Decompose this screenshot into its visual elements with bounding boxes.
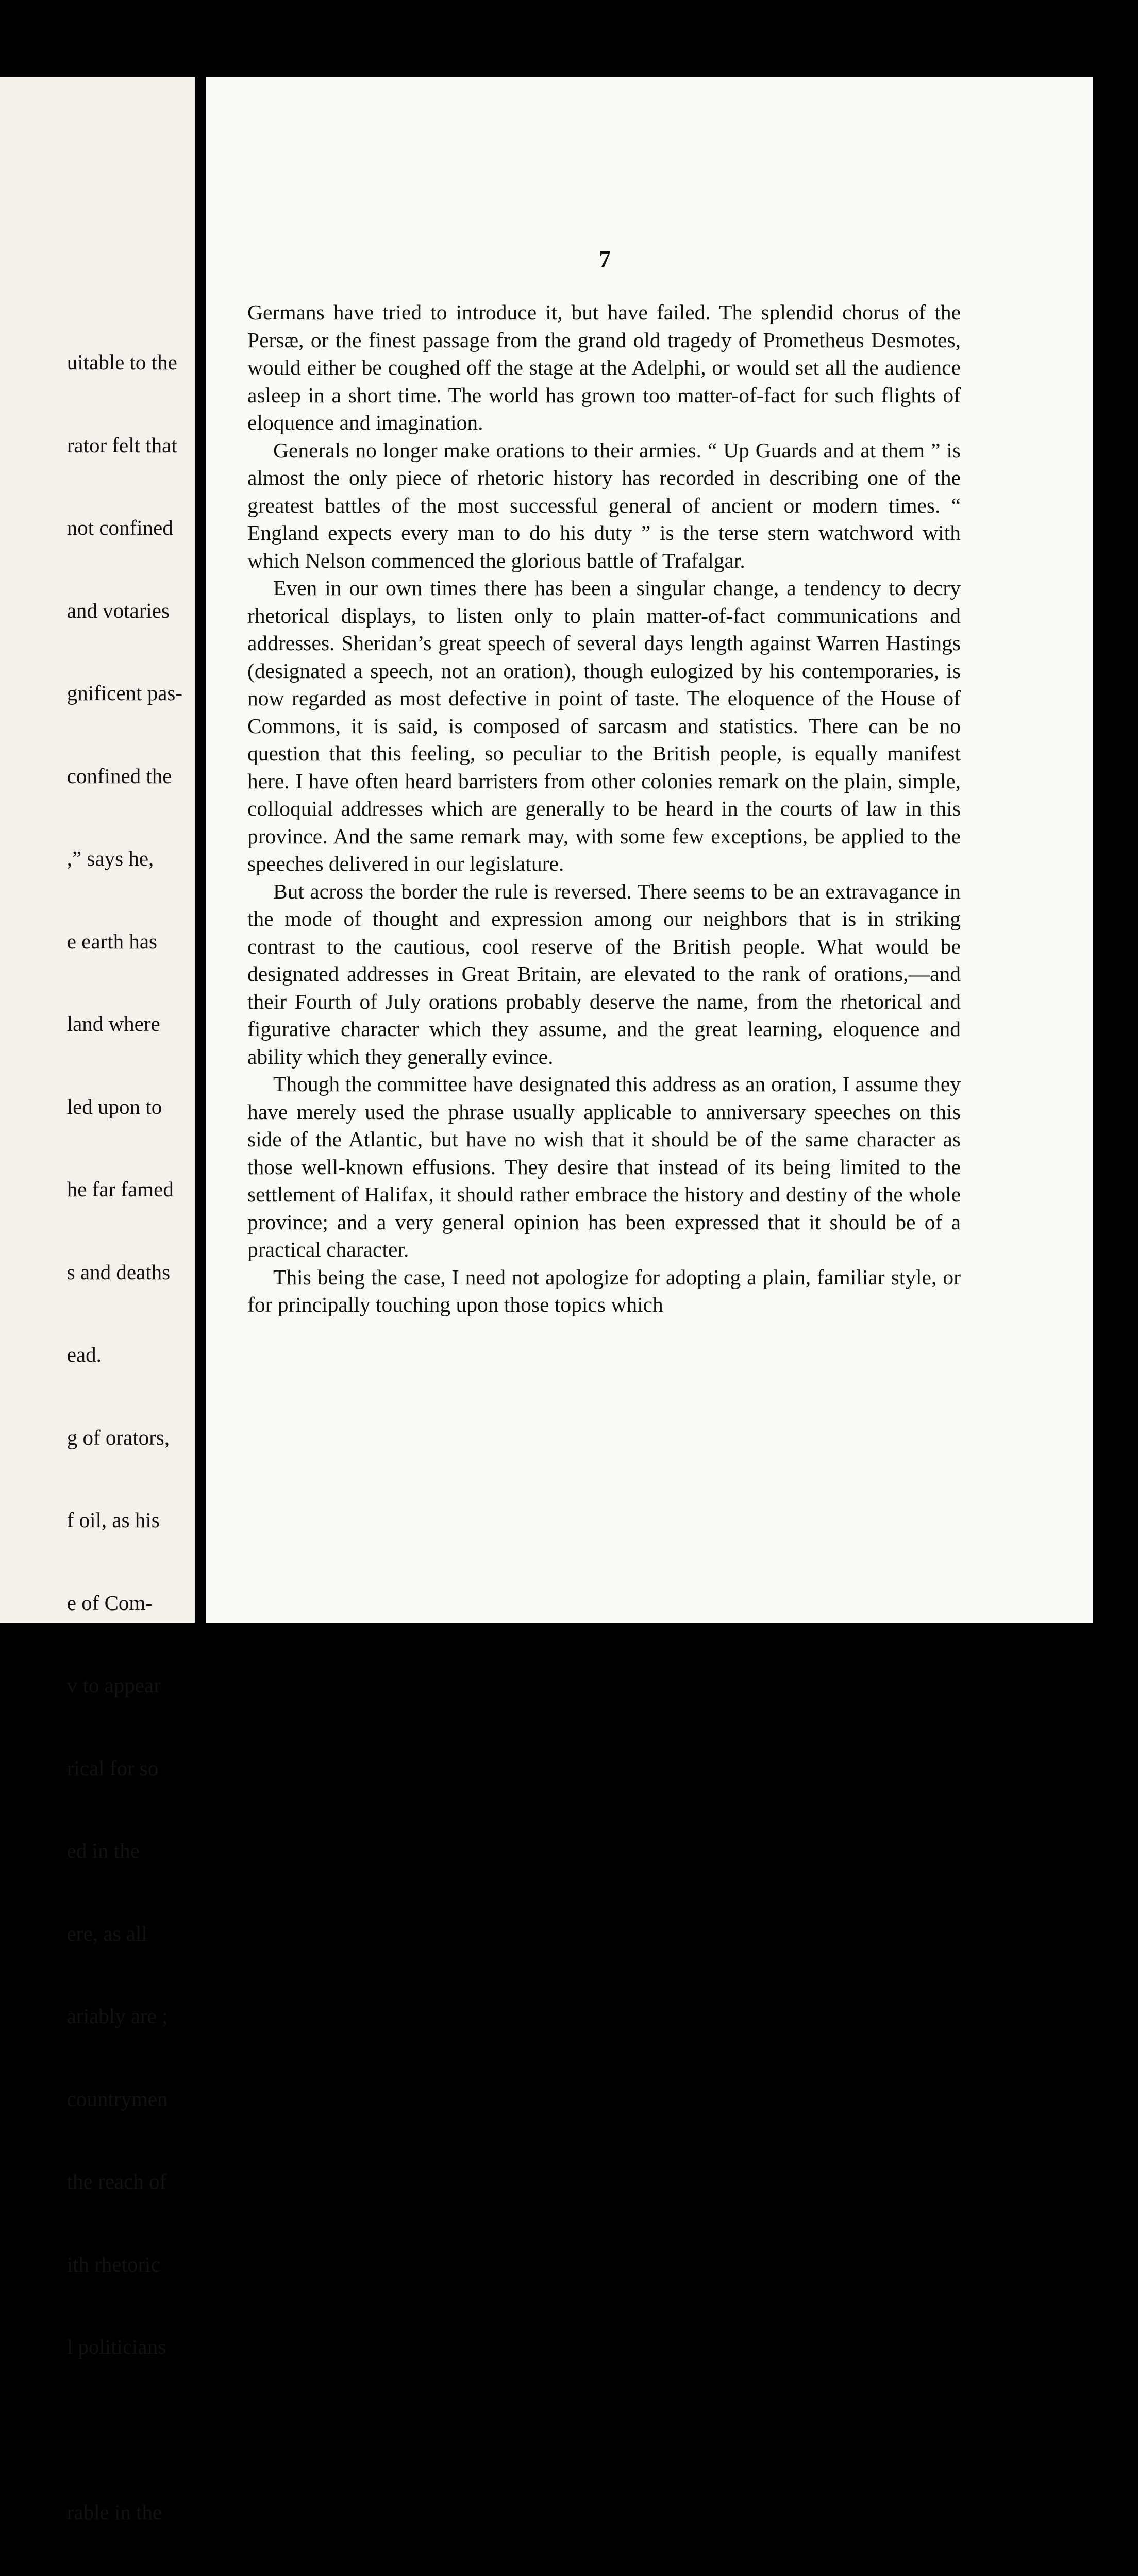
facing-line: s and deaths [66,1260,171,1284]
facing-page [0,77,195,2524]
facing-line: and votaries [66,598,170,622]
facing-line: v to appear [66,1673,161,1697]
facing-line: land where [66,1012,160,1036]
paragraph: Germans have tried to introduce it, but have failed. The splendid chorus of the Persæ, or the finest passage from the grand old tragedy of Prometheus Desmotes, would either be coughed off the stage at the Adelphi, or would set all the audience asleep in a short time. The world has grown too matter-of-fact for such flights of eloquence and imagination. [247,300,961,434]
paragraph: Generals no longer make orations to their armies. “ Up Guards and at them ” is almost the only piece of rhetoric history has recorded in describing one of the greatest battles of the most successful general of ancient or modern times. “ England expects every man to do his duty ” is the terse stern watchword with which Nelson commenced the glorious battle of Trafalgar. [247,438,961,572]
facing-line: countrymen [66,2087,168,2111]
facing-line: confined the [66,764,172,788]
page-number: 7 [599,246,611,272]
paragraph: Though the committee have designated this address as an oration, I assume they have merely used the phrase usually applicable to anniversary speeches on this side of the Atlantic, but have no wish that it should be of the same character as those well-known effusions. They desire that instead of its being limited to the settlement of Halifax, it should rather embrace the history and destiny of the whole province; and a very general opinion has been expressed that it should be of a practical character. [247,1072,961,1261]
facing-line: the reach of [66,2170,167,2193]
facing-page-text [67,294,182,2576]
book-gutter [195,77,206,1623]
facing-line: not confined [66,516,173,539]
facing-line: ed in the [66,1839,140,1862]
paragraph: This being the case, I need not apologize for adopting a plain, familiar style, or for principally touching upon those topics which [247,1265,961,1316]
facing-line: gnificent pas- [66,681,182,705]
facing-line: ead. [66,1343,102,1366]
facing-line: rator felt that [66,433,177,457]
facing-line: ere, as all [66,1921,147,1945]
facing-line: f oil, as his [66,1508,160,1532]
paragraph: But across the border the rule is reversed. There seems to be an extravagance in the mode of thought and expression among our neighbors that is in striking contrast to the cautious, cool reserve of the British people. What would be designated addresses in Great Britain, are elevated to the rank of orations,—and their Fourth of July orations probably deserve the name, from the rhetorical and figurative character which they assume, and the great learning, eloquence and ability which they generally evince. [247,879,961,1069]
facing-line: g of orators, [66,1425,170,1449]
paragraph: Even in our own times there has been a singular change, a tendency to decry rhetorical displays, to listen only to plain matter-of-fact communications and addresses. Sheridan’s great speech of several days length against Warren Hastings (designated a speech, not an oration), though eulogized by his contemporaries, is now regarded as most defective in point of taste. The eloquence of the House of Commons, it is said, is composed of sarcasm and statistics. There can be no question that this feeling, so peculiar to the British people, is equally manifest here. I have often heard barristers from other colonies remark on the plain, simple, colloquial addresses which are generally to be heard in the courts of law in this province. And the same remark may, with some few exceptions, be applied to the speeches delivered in our legislature. [247,576,961,875]
facing-line: led upon to [66,1094,162,1118]
page-body [247,299,961,1319]
page-edge [1093,77,1138,1623]
facing-line: rical for so [66,1756,159,1780]
facing-line: l politicians [66,2335,166,2359]
facing-line: ,” says he, [66,846,154,870]
facing-line: rable in the [66,2500,162,2524]
facing-line [67,2416,182,2444]
facing-line: he far famed [66,1177,174,1201]
facing-line: uitable to the [66,350,177,374]
facing-line: ith rhetoric [66,2252,160,2276]
facing-line: e of Com- [66,1590,153,1615]
facing-line: ariably are ; [66,2004,168,2028]
facing-line: e earth has [66,929,158,953]
